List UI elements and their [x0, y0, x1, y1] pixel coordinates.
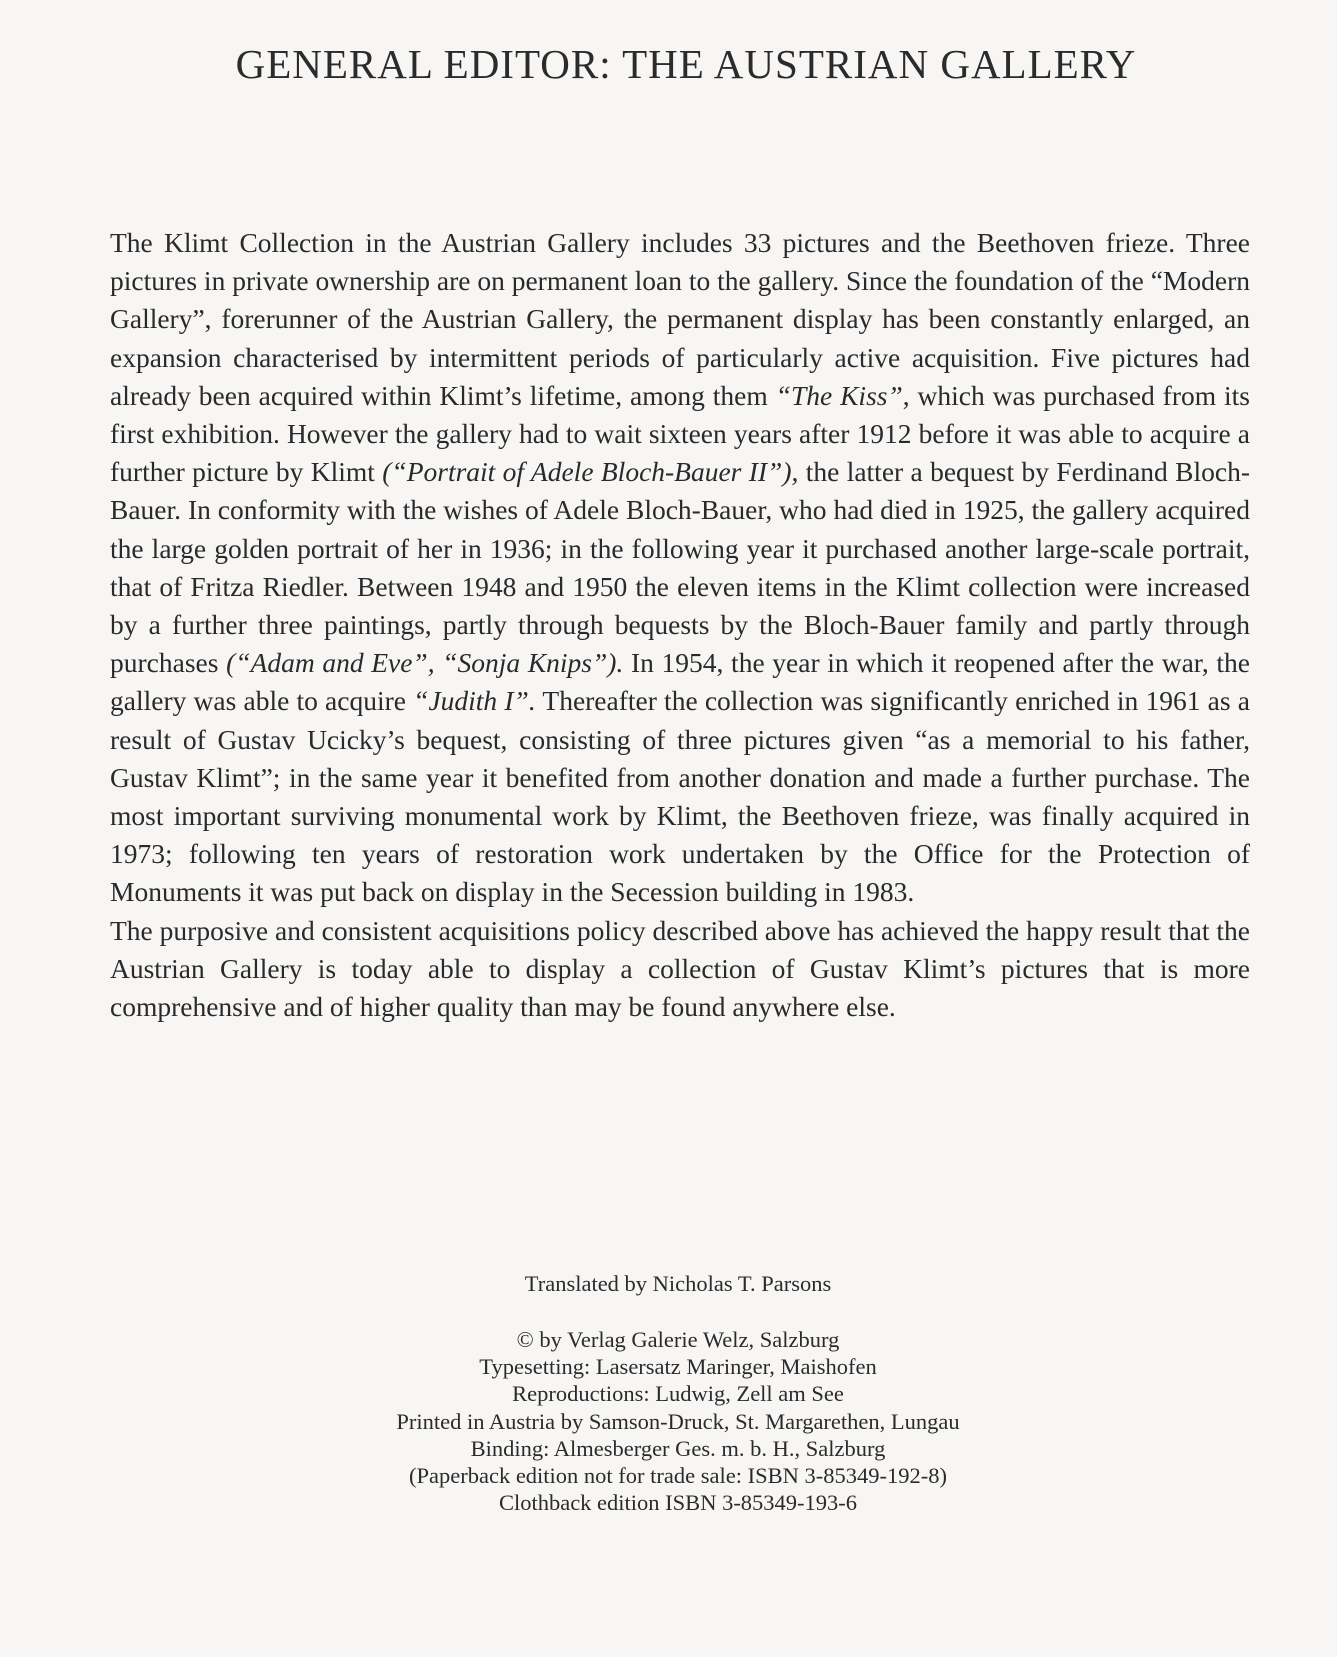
text-run: In 1954, the year in which it reopened after the war, the gallery was able to acquire	[110, 647, 1250, 717]
printer-line: Printed in Austria by Samson-Druck, St. Margarethen, Lungau	[396, 1408, 960, 1434]
paragraph-1	[110, 224, 1250, 912]
binding-line: Binding: Almesberger Ges. m. b. H., Salzburg	[470, 1435, 886, 1461]
imprint	[0, 1326, 1337, 1516]
paragraph-2: The purposive and consistent acquisitions policy described above has achieved the happy result that the Austrian Gallery is today able to display a collection of Gustav Klimt’s pictures that is more comprehensive and of higher quality than may be found anywhere else.	[110, 914, 1250, 1023]
text-run: the latter a bequest by Ferdinand Bloch-Bauer. In conformity with the wishes of Adele Bloch-Bauer, who had died in 1925, the gallery acquired the large golden portrait of her in 1936; in the following year it purchased another large-scale portrait, that of Fritza Riedler. Between 1948 and 1950 the eleven items in the Klimt collection were increased by a further three paintings, partly through bequests by the Bloch-Bauer family and partly through purchases	[110, 456, 1251, 679]
artwork-title: “Judith I”.	[413, 685, 536, 717]
main-text	[110, 224, 1250, 1026]
typesetting-line: Typesetting: Lasersatz Maringer, Maishofen	[479, 1354, 877, 1380]
translator-credit: Translated by Nicholas T. Parsons	[524, 1271, 832, 1296]
artwork-title: “The Kiss”	[775, 379, 903, 411]
text-run: The Klimt Collection in the Austrian Gallery includes 33 pictures and the Beethoven frieze. Three pictures in private ownership are on permanent loan to the gallery. Since the foundation of the “Modern Gallery”, forerunner of the Austrian Gallery, the permanent display has been constantly enlarged, an expansion characterised by intermittent periods of particularly active acquisition. Five pictures had already been acquired within Klimt’s lifetime, among them	[110, 227, 1250, 411]
reproductions-line: Reproductions: Ludwig, Zell am See	[512, 1381, 844, 1407]
artwork-title: (“Portrait of Adele Bloch-Bauer II”),	[382, 456, 799, 488]
text-run: , which was purchased from its first exhibition. However the gallery had to wait sixteen years after 1912 before it was able to acquire a further picture by Klimt	[110, 379, 1250, 488]
paperback-isbn-line: (Paperback edition not for trade sale: ISBN 3-85349-192-8)	[409, 1463, 947, 1489]
text-run: Thereafter the collection was significantly enriched in 1961 as a result of Gustav Ucicky’s bequest, consisting of three pictures given “as a memorial to his father, Gustav Klimt”; in the same year it benefited from another donation and made a further purchase. The most important surviving monumental work by Klimt, the Beethoven frieze, was finally acquired in 1973; following ten years of restoration work undertaken by the Office for the Protection of Monuments it was put back on display in the Secession building in 1983.	[110, 685, 1250, 908]
copyright-line: © by Verlag Galerie Welz, Salzburg	[516, 1327, 840, 1352]
clothback-isbn-line: Clothback edition ISBN 3-85349-193-6	[498, 1490, 858, 1516]
page-heading: GENERAL EDITOR: THE AUSTRIAN GALLERY	[235, 41, 1137, 87]
artwork-title: (“Adam and Eve”, “Sonja Knips”).	[226, 647, 624, 679]
